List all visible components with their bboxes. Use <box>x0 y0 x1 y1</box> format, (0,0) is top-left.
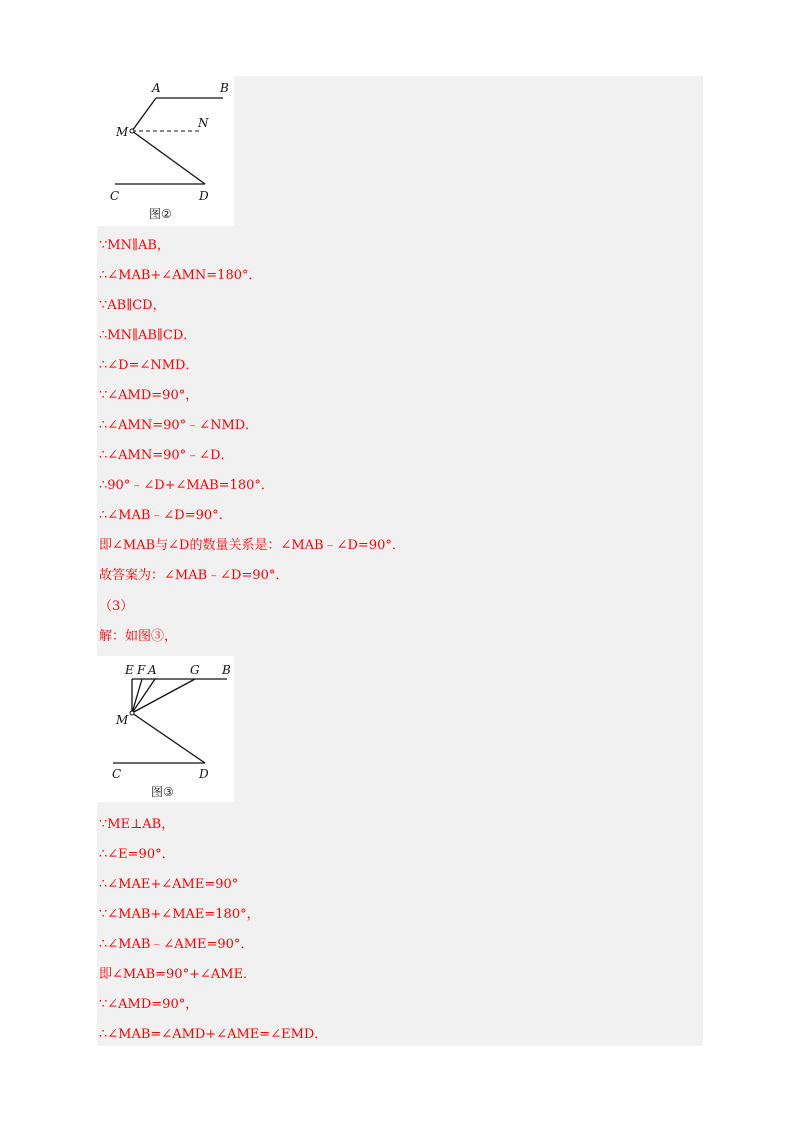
solution-line: ∴∠AMN=90°﹣∠D． <box>99 448 234 463</box>
solution-line: ∵AB∥CD， <box>99 298 166 313</box>
label-d: D <box>199 767 209 781</box>
line-md <box>132 131 205 184</box>
line-mg <box>132 679 195 713</box>
figure-2-diagram <box>97 76 234 226</box>
line-md <box>132 713 205 763</box>
label-n: N <box>198 116 209 130</box>
figure-2 <box>97 76 234 226</box>
solution-line: ∴∠MAB+∠AMN=180°． <box>99 268 262 283</box>
label-c: C <box>112 767 122 781</box>
solution-line: ∴MN∥AB∥CD． <box>99 328 197 343</box>
label-b: B <box>220 81 229 95</box>
solution-line: 故答案为：∠MAB﹣∠D=90°． <box>99 568 289 583</box>
figure-2-caption: 图② <box>149 207 172 221</box>
solution-line: ∴∠MAB﹣∠D=90°． <box>99 508 232 523</box>
label-b: B <box>222 663 231 677</box>
point-m <box>130 129 134 133</box>
solution-line: ∵∠MAB+∠MAE=180°， <box>99 907 260 922</box>
figure-3-caption: 图③ <box>151 785 174 799</box>
solution-line: ∴90°﹣∠D+∠MAB=180°． <box>99 478 274 493</box>
line-ma <box>132 679 155 713</box>
solution-line: ∵∠AMD=90°， <box>99 388 199 403</box>
solution-line: ∴∠MAB=∠AMD+∠AME=∠EMD． <box>99 1027 328 1042</box>
label-a: A <box>152 81 161 95</box>
solution-line: ∵MN∥AB， <box>99 238 170 253</box>
solution-line: ∵∠AMD=90°， <box>99 997 199 1012</box>
solution-line: ∴∠E=90°． <box>99 847 175 862</box>
label-c: C <box>110 189 120 203</box>
solution-line: ∴∠D=∠NMD． <box>99 358 199 373</box>
point-m <box>130 711 134 715</box>
label-g: G <box>190 663 200 677</box>
label-d: D <box>199 189 209 203</box>
label-m: M <box>116 125 129 139</box>
label-m: M <box>116 713 129 727</box>
solution-line: ∴∠MAE+∠AME=90° <box>99 877 239 892</box>
part-3-intro: 解：如图③， <box>99 629 178 644</box>
label-f: F <box>137 663 146 677</box>
label-a: A <box>148 663 157 677</box>
part-3-header: （3） <box>99 599 134 614</box>
solution-line: 即∠MAB=90°+∠AME． <box>99 967 257 982</box>
figure-3 <box>97 656 234 802</box>
solution-line: ∴∠AMN=90°﹣∠NMD． <box>99 418 259 433</box>
solution-line: ∴∠MAB﹣∠AME=90°． <box>99 937 254 952</box>
label-e: E <box>125 663 134 677</box>
figure-3-diagram <box>97 656 234 802</box>
solution-line: 即∠MAB与∠D的数量关系是：∠MAB﹣∠D=90°． <box>99 538 405 553</box>
solution-line: ∵ME⊥AB， <box>99 817 175 832</box>
line-am <box>132 98 156 131</box>
